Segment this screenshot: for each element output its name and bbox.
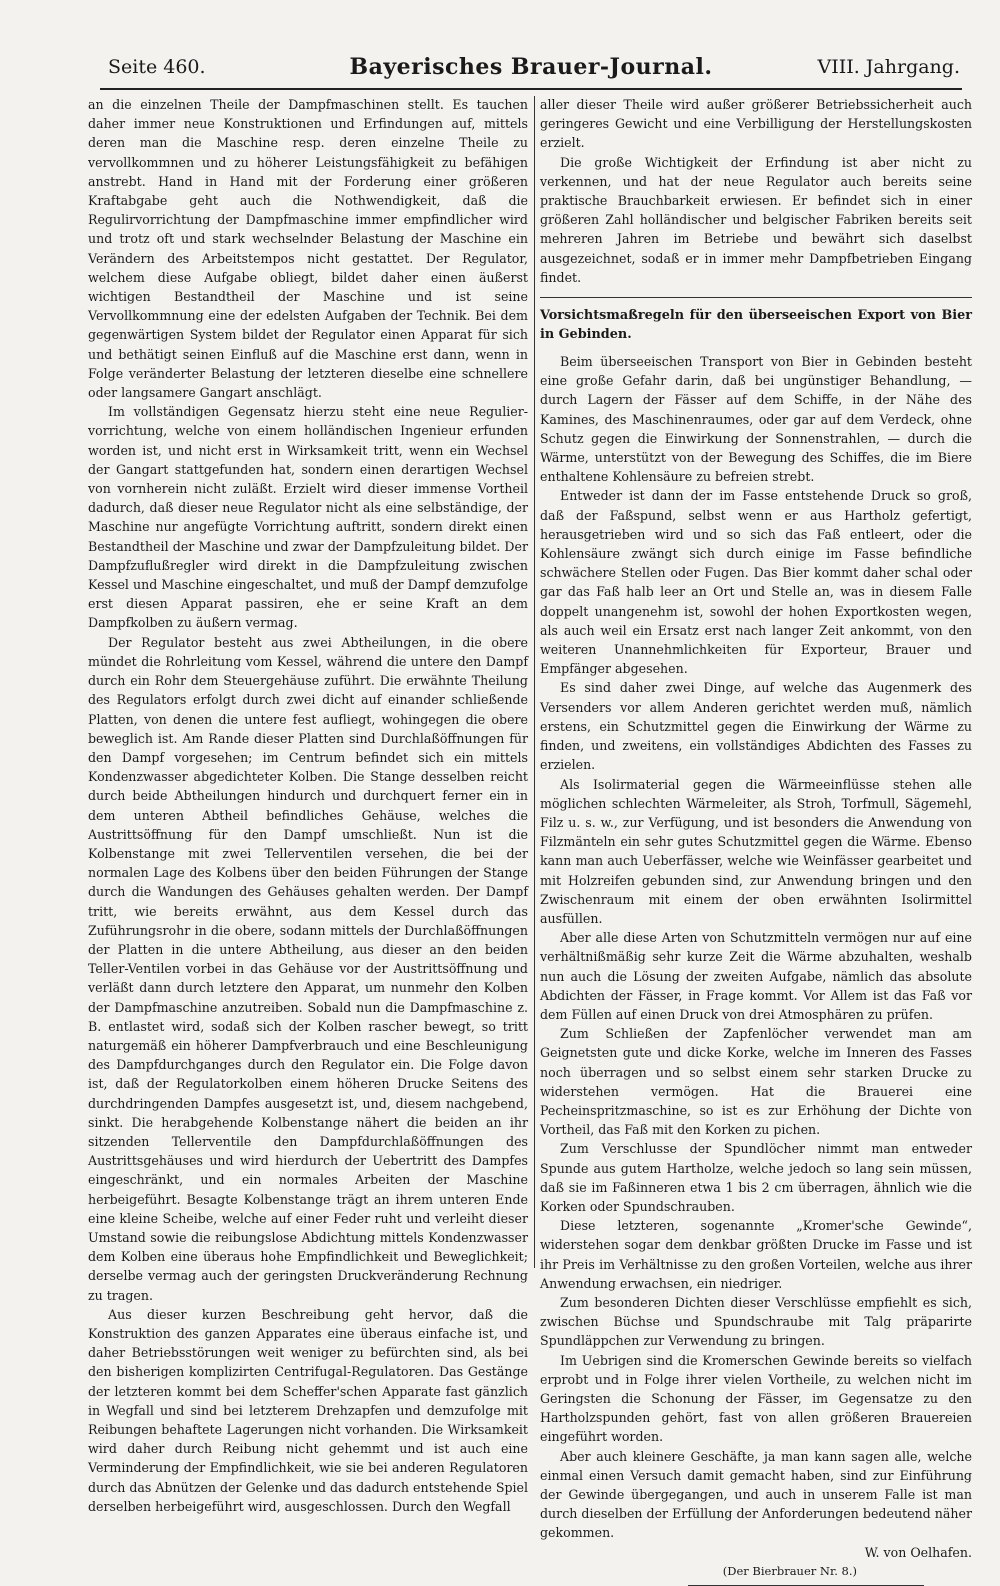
column-divider	[534, 96, 535, 1268]
article-heading: Vorsichtsmaßregeln für den überseeischen Export von Bier in Gebinden.	[540, 297, 972, 344]
paragraph: Der Regulator besteht aus zwei Abtheilungen, in die obere mündet die Rohrleitung vom Kessel, während die untere den Dampf durch ein Rohr dem Steuergehäuse zuführt. Die erwähnte Theilung des Regulators erfolgt durch zwei dicht auf einander schließende Platten, von denen die untere fest aufliegt, wohingegen die obere beweglich ist. Am Rande dieser Platten sind Durchlaßöffnungen für den Dampf vorgesehen; im Centrum befindet sich ein mittels Kondenzwasser abgedichteter Kolben. Die Stange desselben reicht durch beide Abtheilungen hindurch und durchquert ferner ein in dem unteren Abtheil befindliches Gehäuse, welches die Austrittsöffnung für den Dampf umschließt. Nun ist die Kolbenstange mit zwei Tellerventilen versehen, die bei der normalen Lage des Kolbens über den beiden Führungen der Stange durch die Wandungen des Gehäuses gehalten werden. Der Dampf tritt, wie bereits erwähnt, aus dem Kessel durch das Zuführungsrohr in die obere, sodann mittels der Durchlaßöffnungen der Platten in die untere Abtheilung, aus dieser an den beiden Teller-Ventilen vorbei in das Gehäuse vor der Austrittsöffnung und verläßt dann durch letztere den Apparat, um nunmehr den Kolben der Dampfmaschine anzutreiben. Sobald nun die Dampfmaschine z. B. entlastet wird, sodaß sich der Kolben rascher bewegt, so tritt naturgemäß ein höherer Dampfverbrauch und eine Beschleunigung des Dampfdurchganges durch den Regulator ein. Die Folge davon ist, daß der Regulatorkolben einem höheren Drucke Seitens des durchdringenden Dampfes ausgesetzt ist, und, diesem nachgebend, sinkt. Die herabgehende Kolbenstange nähert die beiden an ihr sitzenden Tellerventile den Dampfdurchlaßöffnungen des Austrittsgehäuses und wird hierdurch der Uebertritt des Dampfes eingeschränkt, und ein normales Arbeiten der Maschine herbeigeführt. Besagte Kolbenstange trägt an ihrem unteren Ende eine kleine Scheibe, welche auf einer Feder ruht und verleiht dieser Umstand sowie die reibungslose Abdichtung mittels Kondenzwasser dem Kolben eine überaus hohe Empfindlichkeit und Beweglichkeit; derselbe vermag auch der geringsten Druckveränderung Rechnung zu tragen.	[88, 634, 528, 1303]
source-citation: (Der Bierbrauer Nr. 8.)	[722, 1563, 857, 1578]
author-signature: W. von Oelhafen.	[864, 1544, 972, 1560]
paragraph: Als Isolirmaterial gegen die Wärmeeinflüsse stehen alle möglichen schlechten Wärmeleiter, als Stroh, Torfmull, Sägemehl, Filz u. s. w., zur Verfügung, und ist besonders die Anwendung von Filzmänteln ein sehr gutes Schutzmittel gegen die Wärme. Ebenso kann man auch Ueberfässer, welche wie Weinfässer gearbeitet und mit Holzreifen gebunden sind, zur Anwendung bringen und den Zwischenraum mit einem der oben erwähnten Isolirmittel ausfüllen.	[540, 776, 972, 926]
volume-label: VIII. Jahrgang.	[817, 56, 960, 78]
paragraph: Zum Verschlusse der Spundlöcher nimmt man entweder Spunde aus gutem Hartholze, welche jedoch so lang sein müssen, daß sie im Faßinneren etwa 1 bis 2 cm überragen, ähnlich wie die Korken oder Spundschrauben.	[540, 1141, 972, 1214]
paragraph: Zum besonderen Dichten dieser Verschlüsse empfiehlt es sich, zwischen Büchse und Spundschraube mit Talg präparirte Spundläppchen zur Verwendung zu bringen.	[540, 1294, 972, 1349]
page-number: Seite 460.	[108, 56, 206, 78]
paragraph: Zum Schließen der Zapfenlöcher verwendet man am Geignetsten gute und dicke Korke, welche im Inneren des Fasses noch überragen und so selbst einem sehr starken Drucke zu widerstehen vermögen. Hat die Brauerei eine Pecheinspritzmaschine, so ist es zur Erhöhung der Dichte von Vortheil, das Faß mit den Korken zu pichen.	[540, 1026, 972, 1138]
journal-title: Bayerisches Brauer-Journal.	[349, 54, 713, 80]
paragraph: Aus dieser kurzen Beschreibung geht hervor, daß die Konstruktion des ganzen Apparates eine überaus einfache ist, und daher Betriebsstörungen weit weniger zu befürchten sind, als bei den bisherigen komplizirten Centrifugal-Regulatoren. Das Gestänge der letzteren kommt bei dem Scheffer'schen Apparate fast gänzlich in Wegfall und sind bei letzterem Drehzapfen und demzufolge mit Reibungen behaftete Lagerungen nicht vorhanden. Die Wirksamkeit wird daher durch Reibung nicht gehemmt und ist auch eine Verminderung der Empfindlichkeit, wie sie bei anderen Regulatoren durch das Abnützen der Gelenke und das dadurch entstehende Spiel derselben herbeigeführt wird, ausgeschlossen. Durch den Wegfall	[88, 1306, 529, 1514]
page-header	[100, 50, 962, 90]
paragraph: Es sind daher zwei Dinge, auf welche das Augenmerk des Versenders vor allem Anderen gerichtet werden muß, nämlich erstens, ein Schutzmittel gegen die Einwirkung der Wärme zu finden, und zweitens, ein vollständiges Abdichten des Fasses zu erzielen.	[540, 680, 972, 773]
paragraph: aller dieser Theile wird außer größerer Betriebssicherheit auch geringeres Gewicht und eine Verbilligung der Herstellungskosten erzielt.	[540, 97, 972, 151]
paragraph: Die große Wichtigkeit der Erfindung ist aber nicht zu verkennen, und hat der neue Regulator auch bereits seine praktische Brauchbarkeit erwiesen. Er befindet sich in einer größeren Zahl holländischer und belgischer Fabriken bereits seit mehreren Jahren im Betriebe und bewährt sich daselbst ausgezeichnet, sodaß er in immer mehr Dampfbetrieben Eingang findet.	[540, 154, 972, 285]
paragraph: Diese letzteren, sogenannte „Kromer'sche Gewinde“, widerstehen sogar dem denkbar größten Drucke im Fasse und ist ihr Preis im Verhältnisse zu den großen Vorteilen, welche aus ihrer Anwendung erwachsen, ein niedriger.	[540, 1218, 972, 1291]
right-column	[540, 95, 972, 1586]
paragraph: Aber auch kleinere Geschäfte, ja man kann sagen alle, welche einmal einen Versuch damit gemacht haben, sind zur Einführung der Gewinde übergegangen, und auch in unserem Falle ist man durch dieselben der Erfüllung der Anforderungen bedeutend näher gekommen.	[540, 1448, 972, 1541]
paragraph: Entweder ist dann der im Fasse entstehende Druck so groß, daß der Faßspund, selbst wenn er aus Hartholz gefertigt, herausgetrieben wird und so sich das Faß entleert, oder die Kohlensäure zwängt sich durch einige im Fasse befindliche schwächere Stellen oder Fugen. Das Bier kommt daher schal oder gar das Faß halb leer an Ort und Stelle an, was in diesem Falle doppelt unangenehm ist, sowohl der hohen Exportkosten wegen, als auch weil ein Ersatz erst nach langer Zeit ankommt, von den weiteren Unannehmlichkeiten für Exporteur, Brauer und Empfänger abgesehen.	[540, 488, 972, 677]
paragraph: Beim überseeischen Transport von Bier in Gebinden besteht eine große Gefahr darin, daß bei ungünstiger Behandlung, — durch Lagern der Fässer auf dem Schiffe, in der Nähe des Kamines, des Maschinenraumes, oder gar auf dem Verdeck, ohne Schutz gegen die Einwirkung der Sonnenstrahlen, — durch die Wärme, unterstützt von der Bewegung des Schiffes, die im Biere enthaltene Kohlensäure zu befreien strebt.	[540, 354, 972, 485]
paragraph: Im Uebrigen sind die Kromerschen Gewinde bereits so vielfach erprobt und in Folge ihrer vielen Vortheile, zu welchen nicht im Geringsten die Schonung der Fässer, im Gegensatze zu den Hartholzspunden gehört, fast von allen größeren Brauereien eingeführt worden.	[540, 1352, 972, 1445]
paragraph: Im vollständigen Gegensatz hierzu steht eine neue Regulier-vorrichtung, welche von einem holländischen Ingenieur erfunden worden ist, und nicht erst in Wirksamkeit tritt, wenn ein Wechsel der Gangart stattgefunden hat, sondern einen derartigen Wechsel von vornherein nicht zuläßt. Erzielt wird dieser immense Vortheil dadurch, daß dieser neue Regulator nicht als eine selbständige, der Maschine nur angefügte Vorrichtung auftritt, sondern direkt einen Bestandtheil der Maschine und zwar der Dampfzuleitung bildet. Der Dampfzuflußregler wird direkt in die Dampfzuleitung zwischen Kessel und Maschine eingeschaltet, und muß der Dampf demzufolge erst diesen Apparat passiren, ehe er seine Kraft an dem Dampfkolben zu äußern vermag.	[88, 404, 528, 631]
paragraph: Aber alle diese Arten von Schutzmitteln vermögen nur auf eine verhältnißmäßig sehr kurze Zeit die Wärme abzuhalten, weshalb nun auch die Lösung der zweiten Aufgabe, nämlich das absolute Abdichten der Fässer, in Frage kommt. Vor Allem ist das Faß vor dem Füllen auf einen Druck von drei Atmosphären zu prüfen.	[540, 930, 972, 1022]
paragraph: an die einzelnen Theile der Dampfmaschinen stellt. Es tauchen daher immer neue Konstruktionen und Erfindungen auf, mittels deren man die Maschine resp. deren einzelne Theile zu vervollkommnen und zu höherer Leistungsfähigkeit zu befähigen anstrebt. Hand in Hand mit der Forderung einer größeren Kraftabgabe geht auch die Nothwendigkeit, daß die Regulirvorrichtung der Dampfmaschine immer empfindlicher wird und trotz oft und stark wechselnder Belastung der Maschine ein Verändern des Arbeitstempos nicht gestattet. Der Regulator, welchem diese Aufgabe obliegt, bildet daher einen äußerst wichtigen Bestandtheil der Maschine und ist seine Vervollkommnung eine der edelsten Aufgaben der Technik. Bei dem gegenwärtigen System bildet der Regulator einen Apparat für sich und bethätigt seinen Einfluß auf die Maschine erst dann, wenn in Folge veränderter Belastung der letzteren dieselbe eine schnellere oder langsamere Gangart anschlägt.	[88, 97, 528, 401]
left-column	[88, 95, 528, 1516]
